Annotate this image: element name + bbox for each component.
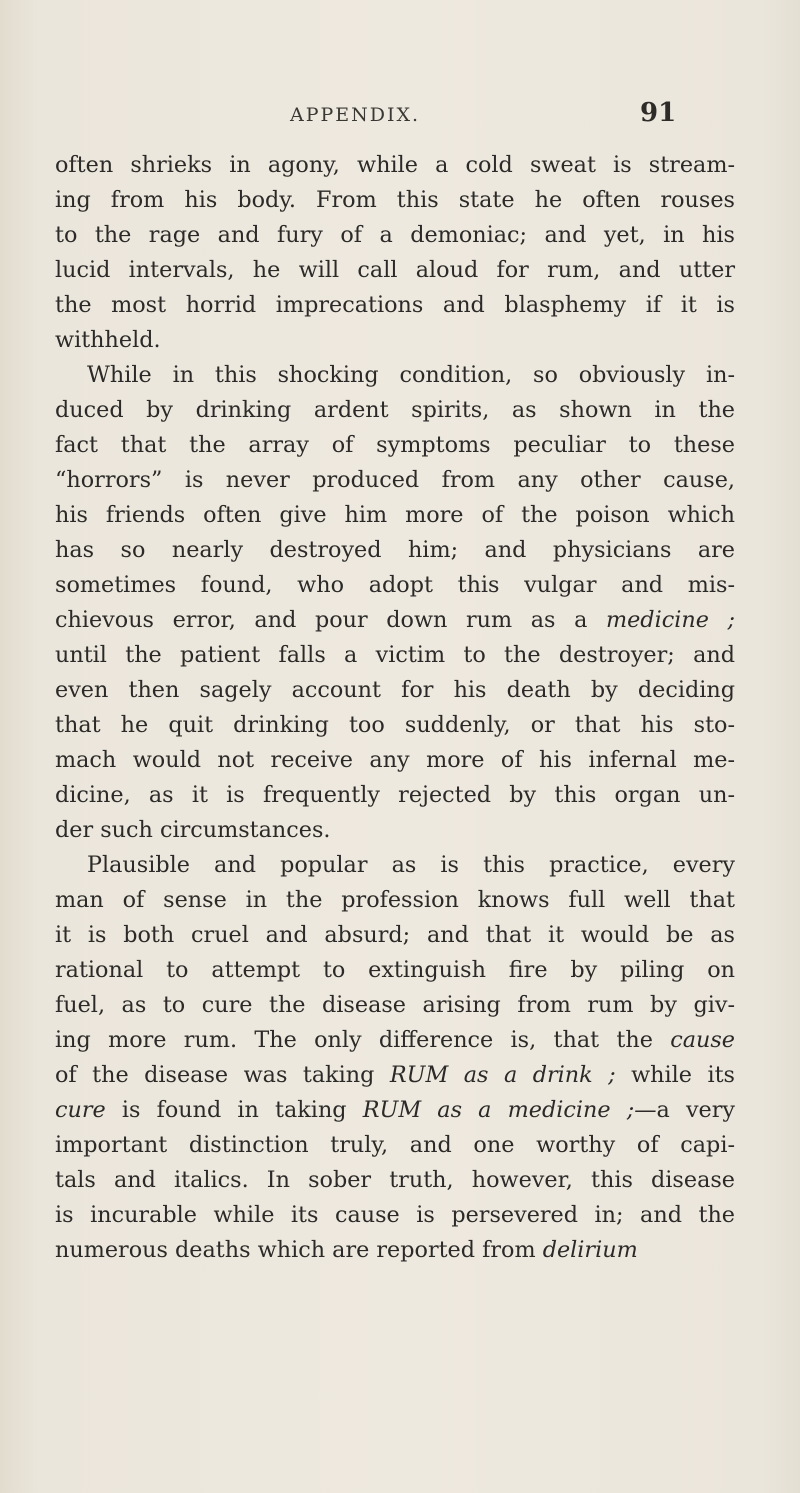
text-line <box>55 1023 735 1058</box>
text-line <box>55 218 735 253</box>
italic-text: RUM as a drink ; <box>389 1062 616 1088</box>
text-line <box>55 1233 735 1268</box>
text-line <box>55 708 735 743</box>
page-number: 91 <box>640 98 677 128</box>
text-segment: has so nearly destroyed him; and physicians are <box>55 537 735 563</box>
text-line <box>55 673 735 708</box>
text-line <box>55 1058 735 1093</box>
text-line <box>55 288 735 323</box>
text-segment: fuel, as to cure the disease arising from rum by giv- <box>55 992 735 1018</box>
text-line <box>55 778 735 813</box>
text-line <box>55 813 735 848</box>
running-head: APPENDIX. <box>290 104 421 126</box>
text-line <box>55 568 735 603</box>
italic-text: RUM as a medicine ; <box>362 1097 635 1123</box>
text-segment: —a very <box>634 1097 736 1123</box>
text-line <box>55 1198 735 1233</box>
text-line <box>55 1093 735 1128</box>
text-line <box>55 393 735 428</box>
text-line <box>55 603 735 638</box>
text-line <box>55 148 735 183</box>
text-line <box>55 743 735 778</box>
text-segment: sometimes found, who adopt this vulgar and mis- <box>55 572 735 598</box>
text-segment: while its <box>615 1062 735 1088</box>
text-line <box>55 253 735 288</box>
text-line <box>55 498 735 533</box>
text-segment: numerous deaths which are reported from <box>55 1237 543 1263</box>
text-line <box>55 1128 735 1163</box>
body-text <box>55 148 735 1268</box>
text-line <box>55 533 735 568</box>
text-line <box>55 638 735 673</box>
text-segment: rational to attempt to extinguish fire by piling on <box>55 957 735 983</box>
text-line <box>55 323 735 358</box>
text-line <box>55 1163 735 1198</box>
text-segment: of the disease was taking <box>55 1062 390 1088</box>
text-segment: is found in taking <box>105 1097 363 1123</box>
text-segment: ing from his body. From this state he often rouses <box>55 187 735 213</box>
text-segment: that he quit drinking too suddenly, or that his sto- <box>55 712 735 738</box>
text-segment: is incurable while its cause is persevered in; and the <box>55 1202 735 1228</box>
text-segment: withheld. <box>55 327 161 353</box>
text-segment: until the patient falls a victim to the destroyer; and <box>55 642 735 668</box>
italic-text: delirium <box>542 1237 638 1263</box>
text-segment: ing more rum. The only difference is, that the <box>55 1027 671 1053</box>
text-segment: der such circumstances. <box>55 817 331 843</box>
text-line <box>55 883 735 918</box>
text-line <box>55 463 735 498</box>
text-line <box>55 848 735 883</box>
text-line <box>55 183 735 218</box>
text-line <box>55 988 735 1023</box>
text-segment: mach would not receive any more of his infernal me- <box>55 747 735 773</box>
text-segment: important distinction truly, and one worthy of capi- <box>55 1132 735 1158</box>
text-segment: fact that the array of symptoms peculiar to these <box>55 432 735 458</box>
italic-text: cause <box>670 1027 735 1053</box>
italic-text: cure <box>55 1097 106 1123</box>
text-line <box>55 953 735 988</box>
text-segment: man of sense in the profession knows full well that <box>55 887 735 913</box>
text-line <box>55 358 735 393</box>
text-segment: it is both cruel and absurd; and that it would be as <box>55 922 735 948</box>
text-segment: While in this shocking condition, so obviously in- <box>87 362 735 388</box>
text-line <box>55 428 735 463</box>
text-segment: his friends often give him more of the poison which <box>55 502 735 528</box>
text-segment: duced by drinking ardent spirits, as shown in the <box>55 397 735 423</box>
page-header <box>0 100 800 140</box>
text-line <box>55 918 735 953</box>
text-segment: often shrieks in agony, while a cold sweat is stream- <box>55 152 735 178</box>
text-segment: to the rage and fury of a demoniac; and yet, in his <box>55 222 735 248</box>
text-segment: “horrors” is never produced from any other cause, <box>55 467 735 493</box>
text-segment: tals and italics. In sober truth, however, this disease <box>55 1167 735 1193</box>
text-segment: lucid intervals, he will call aloud for rum, and utter <box>55 257 735 283</box>
text-segment: dicine, as it is frequently rejected by this organ un- <box>55 782 735 808</box>
text-segment: Plausible and popular as is this practice, every <box>87 852 735 878</box>
text-segment: even then sagely account for his death by deciding <box>55 677 735 703</box>
italic-text: medicine ; <box>605 607 735 633</box>
text-segment: chievous error, and pour down rum as a <box>55 607 606 633</box>
text-segment: the most horrid imprecations and blasphemy if it is <box>55 292 735 318</box>
